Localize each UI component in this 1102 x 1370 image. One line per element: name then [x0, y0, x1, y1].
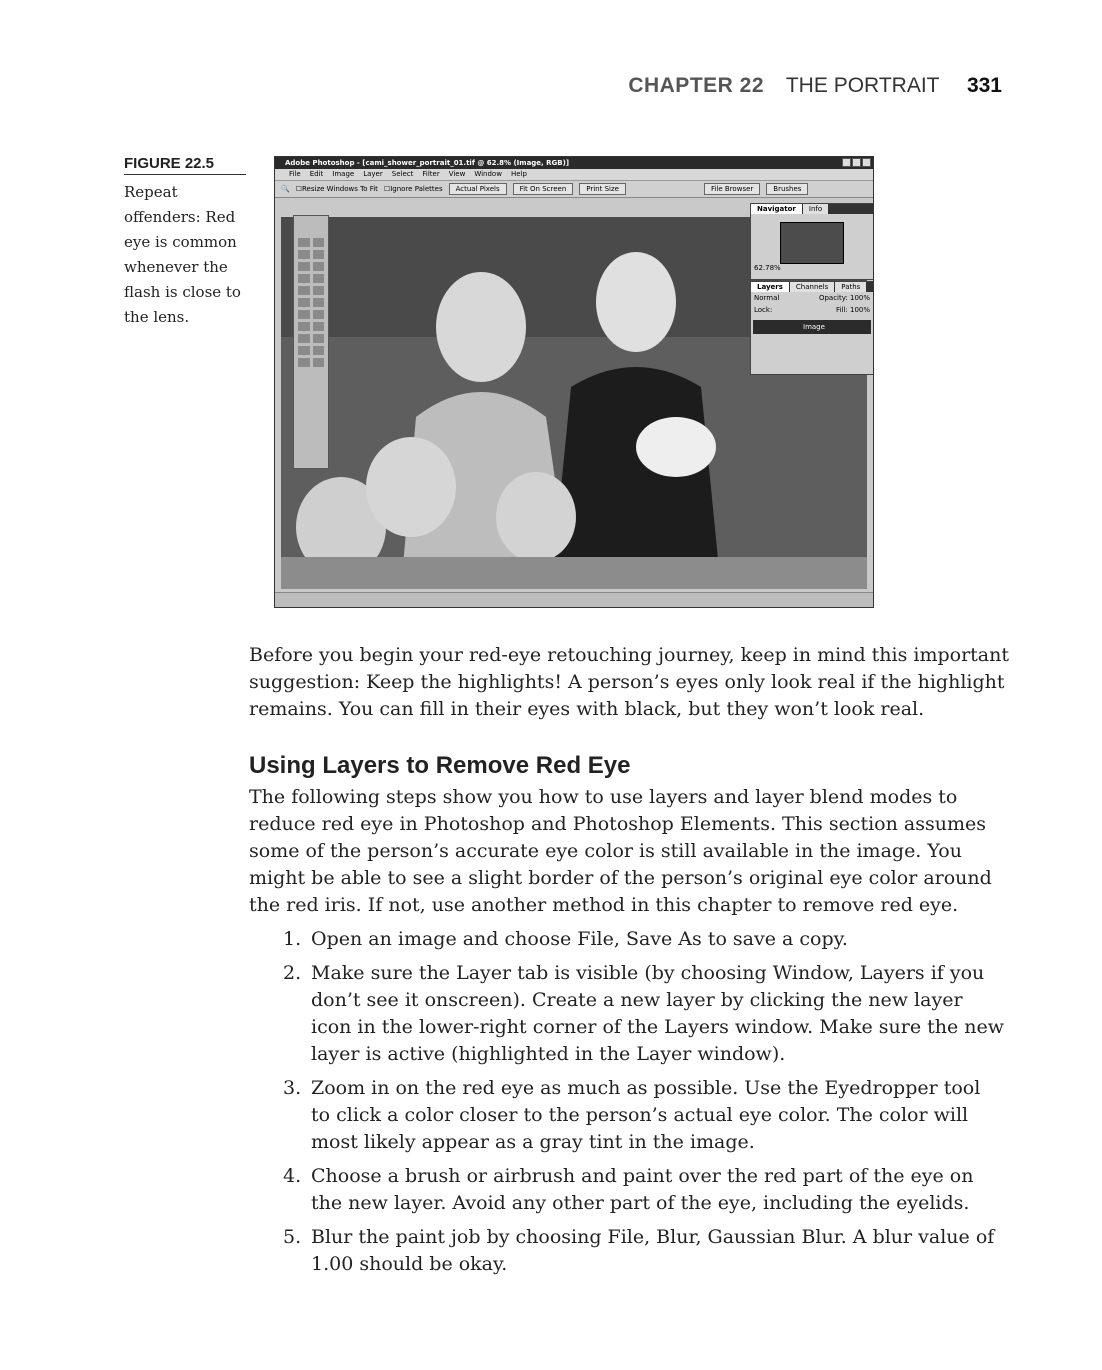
navigator-tabs [751, 204, 873, 214]
step-number: 2. [283, 962, 302, 984]
step-number: 4. [283, 1165, 302, 1187]
blend-mode-select: Normal [754, 294, 780, 302]
minimize-icon [842, 158, 851, 167]
step-item [283, 1163, 1005, 1217]
ps-options-bar [275, 181, 873, 198]
navigator-thumbnail [780, 222, 844, 264]
lasso-tool-icon [298, 250, 310, 259]
fill-label: Fill: [836, 306, 848, 314]
layer-image-row: Image [753, 320, 871, 334]
page-header [628, 74, 1002, 98]
ps-menu-edit: Edit [309, 170, 324, 178]
blur-tool-icon [298, 310, 310, 319]
figure-label: FIGURE 22.5 [124, 155, 246, 175]
step-item [283, 926, 1005, 953]
step-number: 1. [283, 928, 302, 950]
photoshop-screenshot [274, 156, 874, 608]
navigator-zoom: 62.78% [754, 264, 781, 272]
figure-caption [124, 155, 246, 330]
crop-tool-icon [298, 262, 310, 271]
ps-menu-window: Window [474, 170, 502, 178]
step-item [283, 960, 1005, 1068]
fit-on-screen-button: Fit On Screen [513, 183, 574, 195]
zoom-icon: 🔍 [281, 185, 290, 193]
zoom-tool-icon [313, 358, 325, 367]
eraser-tool-icon [298, 298, 310, 307]
resize-windows-option: ☐ Resize Windows To Fit [296, 185, 378, 193]
eyedropper-icon [313, 346, 325, 355]
shape-tool-icon [313, 334, 325, 343]
fill-control [836, 306, 870, 314]
maximize-icon [852, 158, 861, 167]
pen-tool-icon [298, 334, 310, 343]
layer-lock-row [751, 304, 873, 316]
section-heading: Using Layers to Remove Red Eye [249, 752, 631, 779]
ps-menu-image: Image [332, 170, 355, 178]
brushes-tab: Brushes [766, 183, 808, 195]
opacity-value: 100% [849, 294, 870, 302]
figure-caption-text: Repeat offenders: Red eye is common whenever the flash is close to the lens. [124, 183, 241, 326]
step-text: Zoom in on the red eye as much as possible. Use the Eyedropper tool to click a color closer to the person’s actual eye color. The color will most likely appear as a gray tint in the image. [311, 1077, 981, 1153]
channels-tab: Channels [790, 282, 834, 292]
layers-palette [750, 281, 874, 375]
opacity-label: Opacity: [818, 294, 848, 302]
chapter-title: THE PORTRAIT [785, 74, 940, 97]
intro-paragraph: Before you begin your red-eye retouching journey, keep in mind this important suggestion: Keep the highlights! A person’s eyes only look real if the highlight remains. You can fill in their eyes with black, but they won’t look real. [249, 644, 1010, 720]
ignore-palettes-option: ☐ Ignore Palettes [384, 185, 443, 193]
step-number: 3. [283, 1077, 302, 1099]
step-item [283, 1224, 1005, 1278]
ps-menu-file: File [289, 170, 301, 178]
tool-grid [294, 216, 328, 371]
gradient-tool-icon [313, 298, 325, 307]
step-item [283, 1075, 1005, 1156]
info-tab: Info [803, 204, 828, 214]
actual-pixels-button: Actual Pixels [449, 183, 507, 195]
steps-list [283, 926, 1005, 1285]
step-number: 5. [283, 1226, 302, 1248]
stamp-tool-icon [298, 286, 310, 295]
ps-status-bar [275, 592, 873, 607]
ps-title-bar [275, 157, 873, 169]
ps-window-title: Adobe Photoshop - [cami_shower_portrait_01.tif @ 62.8% (Image, RGB)] [285, 159, 570, 167]
ps-menu-select: Select [391, 170, 414, 178]
fill-value: 100% [849, 306, 870, 314]
slice-tool-icon [313, 262, 325, 271]
navigator-tab: Navigator [751, 204, 802, 214]
file-browser-tab: File Browser [704, 183, 760, 195]
step-text: Open an image and choose File, Save As to save a copy. [311, 928, 848, 950]
section-paragraph: The following steps show you how to use layers and layer blend modes to reduce red eye in Photoshop and Photoshop Elements. This section assumes some of the person’s accurate eye color is still available in the image. You might be able to see a slight border of the person’s original eye color around the red iris. If not, use another method in this chapter to remove red eye. [249, 786, 992, 916]
hand-tool-icon [298, 358, 310, 367]
magic-wand-icon [313, 250, 325, 259]
page-number: 331 [966, 74, 1002, 97]
layers-tabs [751, 282, 873, 292]
ps-menu-help: Help [510, 170, 527, 178]
marquee-tool-icon [298, 238, 310, 247]
print-size-button: Print Size [579, 183, 626, 195]
ps-toolbox [293, 215, 329, 469]
step-text: Make sure the Layer tab is visible (by choosing Window, Layers if you don’t see it onscreen). Create a new layer by clicking the new layer icon in the lower-right corner of the Layers window. Make sure the new layer is active (highlighted in the Layer window). [311, 962, 1005, 1065]
history-brush-icon [313, 286, 325, 295]
step-text: Blur the paint job by choosing File, Blur, Gaussian Blur. A blur value of 1.00 should be okay. [311, 1226, 995, 1275]
notes-tool-icon [298, 346, 310, 355]
brush-tool-icon [313, 274, 325, 283]
layer-blend-row [751, 292, 873, 304]
chapter-label: CHAPTER 22 [628, 74, 765, 97]
navigator-palette [750, 203, 874, 280]
ps-menu-view: View [448, 170, 466, 178]
lock-label: Lock: [754, 306, 773, 314]
healing-tool-icon [298, 274, 310, 283]
ps-window-controls [842, 158, 871, 167]
paths-tab: Paths [835, 282, 866, 292]
ps-menu-bar [275, 169, 873, 181]
path-select-icon [298, 322, 310, 331]
close-icon [862, 158, 871, 167]
opacity-control [819, 294, 870, 302]
layers-tab: Layers [751, 282, 789, 292]
type-tool-icon [313, 322, 325, 331]
ps-menu-layer: Layer [363, 170, 383, 178]
move-tool-icon [313, 238, 325, 247]
ps-menu-filter: Filter [422, 170, 440, 178]
step-text: Choose a brush or airbrush and paint over the red part of the eye on the new layer. Avoid any other part of the eye, including the eyelids. [311, 1165, 974, 1214]
dodge-tool-icon [313, 310, 325, 319]
